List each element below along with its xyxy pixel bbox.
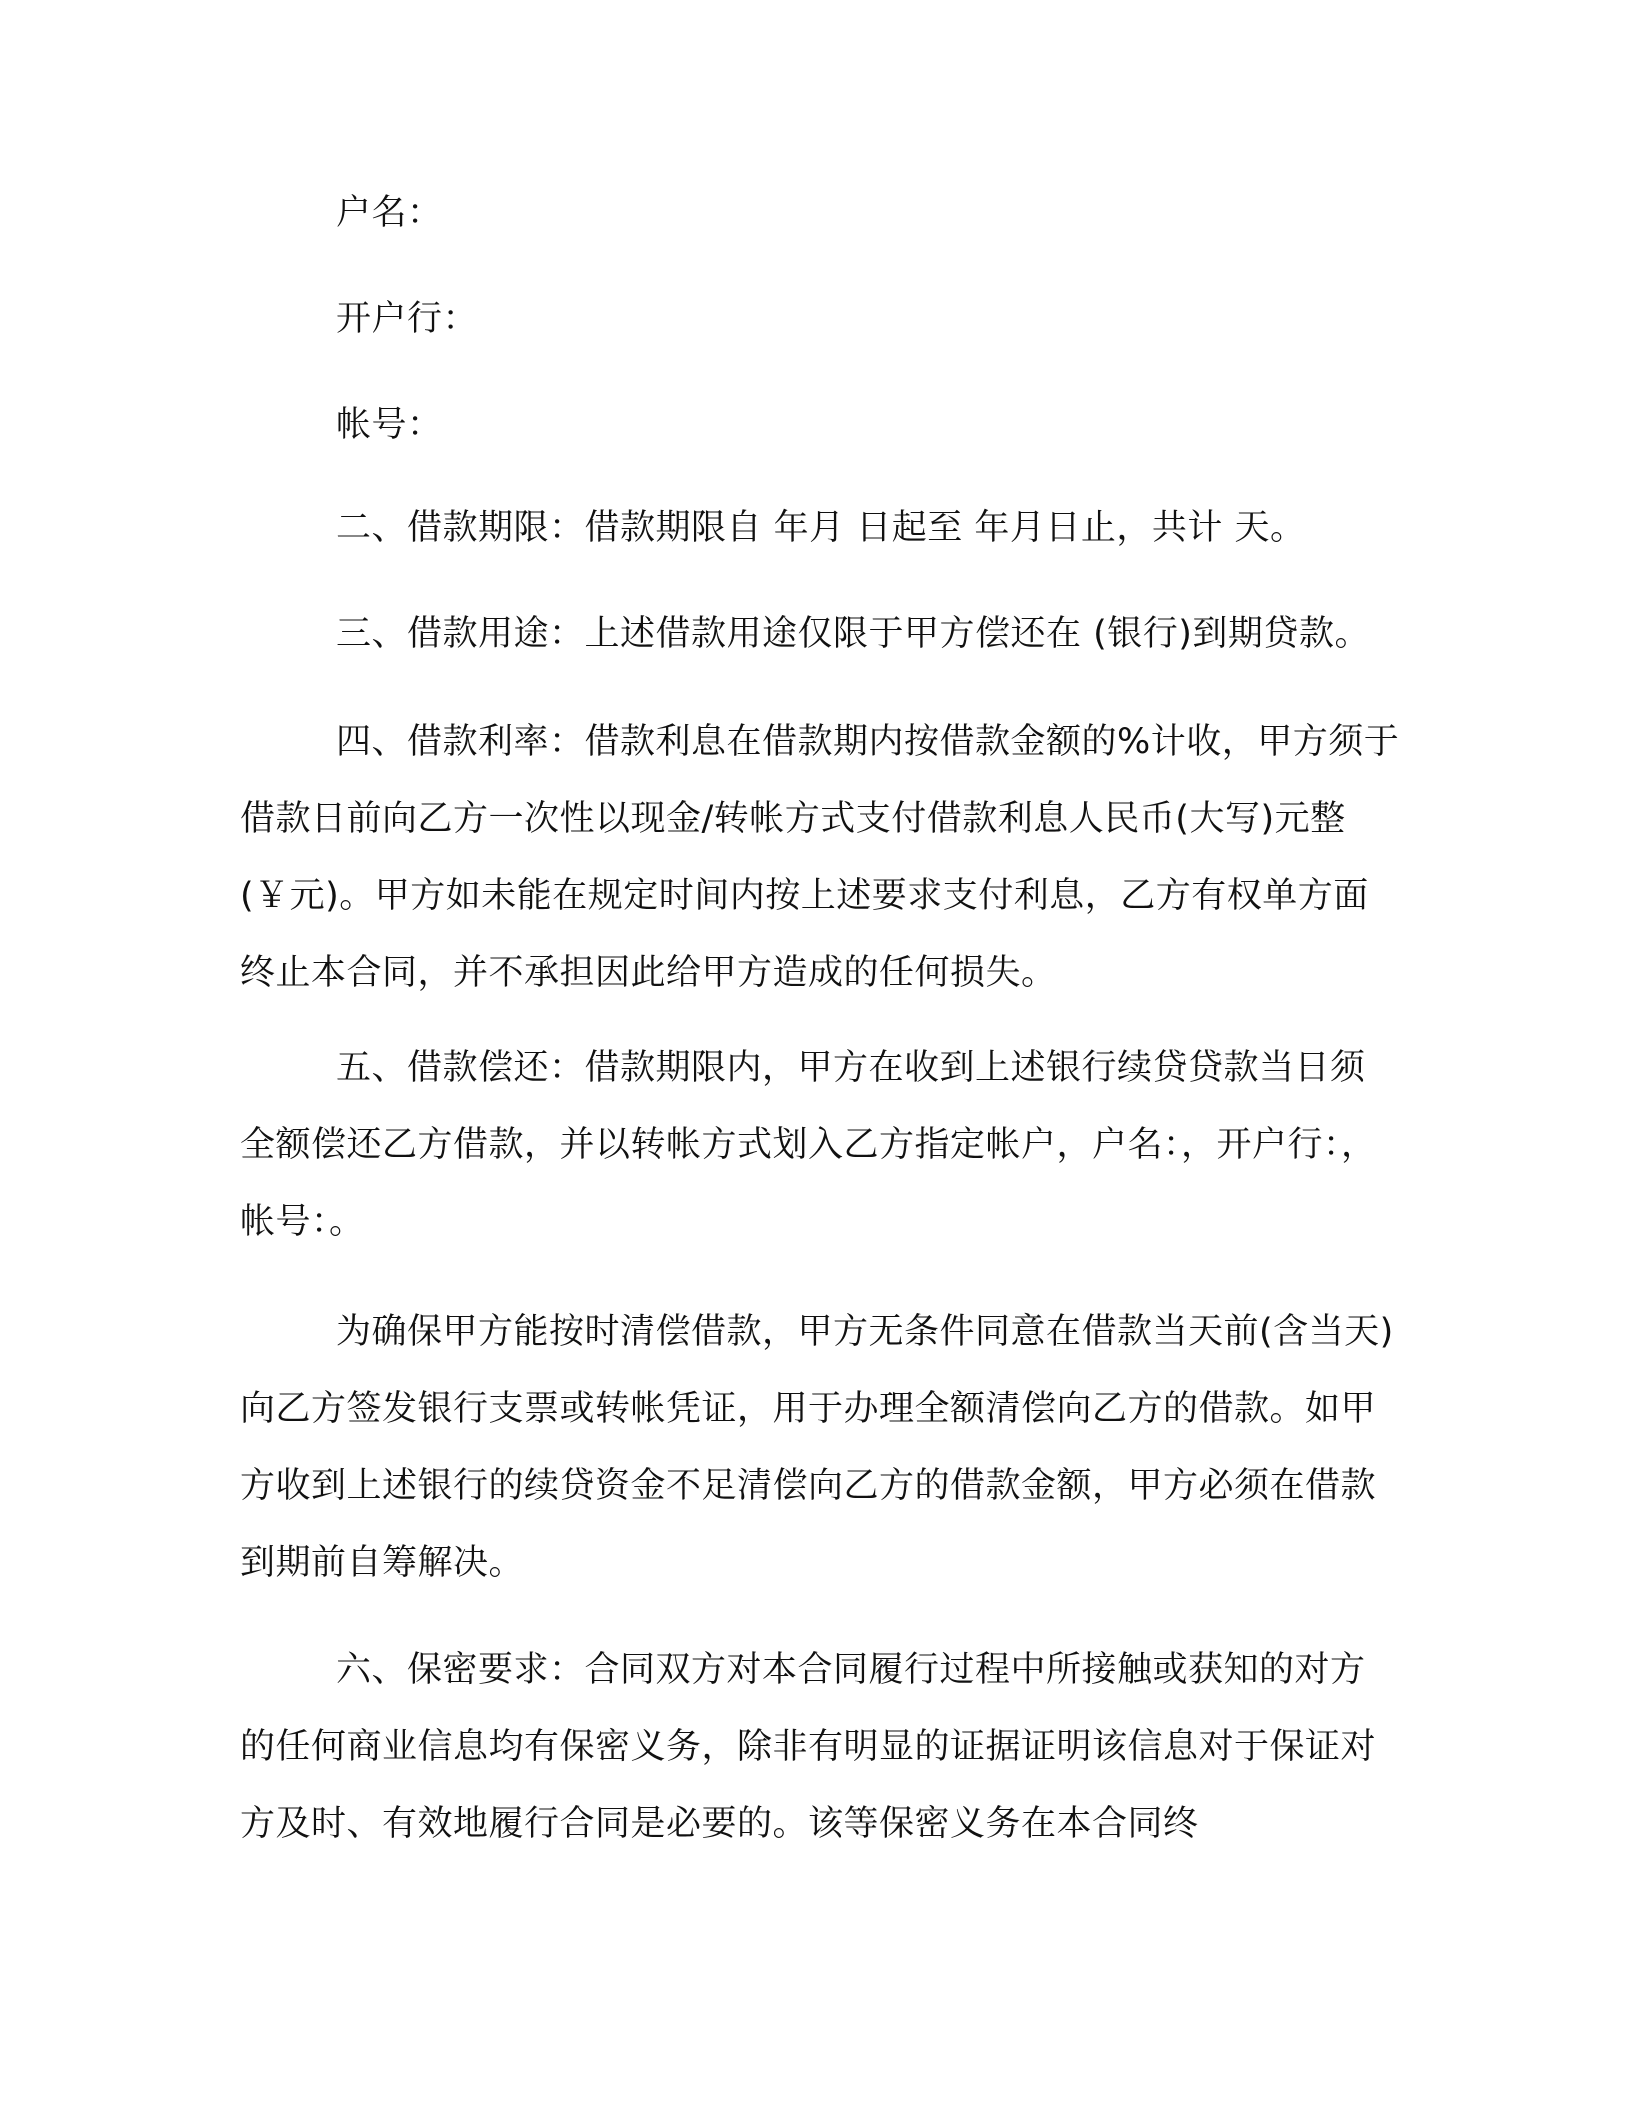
loan-interest-paragraph: 四、借款利率：借款利息在借款期内按借款金额的%计收，甲方须于借款日前向乙方一次性以现金/转帐方式支付借款利息人民币(大写)元整(￥元)。甲方如未能在规定时间内按上述要求支付利息，乙方有权单方面终止本合同，并不承担因此给甲方造成的任何损失。 (240, 722, 1400, 993)
loan-purpose-paragraph: 三、借款用途：上述借款用途仅限于甲方偿还在 (银行)到期贷款。 (336, 614, 1370, 654)
loan-term-paragraph: 二、借款期限：借款期限自 年月 日起至 年月日止，共计 天。 (336, 508, 1306, 548)
bank-field: 开户行： (336, 299, 479, 339)
account-name-field: 户名： (336, 193, 443, 233)
repayment-guarantee-paragraph: 为确保甲方能按时清偿借款，甲方无条件同意在借款当天前(含当天)向乙方签发银行支票或转帐凭证，用于办理全额清偿向乙方的借款。如甲方收到上述银行的续贷资金不足清偿向乙方的借款金额，甲方必须在借款到期前自筹解决。 (240, 1312, 1394, 1583)
confidentiality-paragraph: 六、保密要求：合同双方对本合同履行过程中所接触或获知的对方的任何商业信息均有保密义务，除非有明显的证据证明该信息对于保证对方及时、有效地履行合同是必要的。该等保密义务在本合同终 (240, 1650, 1377, 1844)
account-number-field: 帐号： (336, 405, 443, 445)
loan-repayment-paragraph: 五、借款偿还：借款期限内，甲方在收到上述银行续贷贷款当日须全额偿还乙方借款，并以转帐方式划入乙方指定帐户，户名：，开户行：，帐号：。 (240, 1048, 1377, 1242)
